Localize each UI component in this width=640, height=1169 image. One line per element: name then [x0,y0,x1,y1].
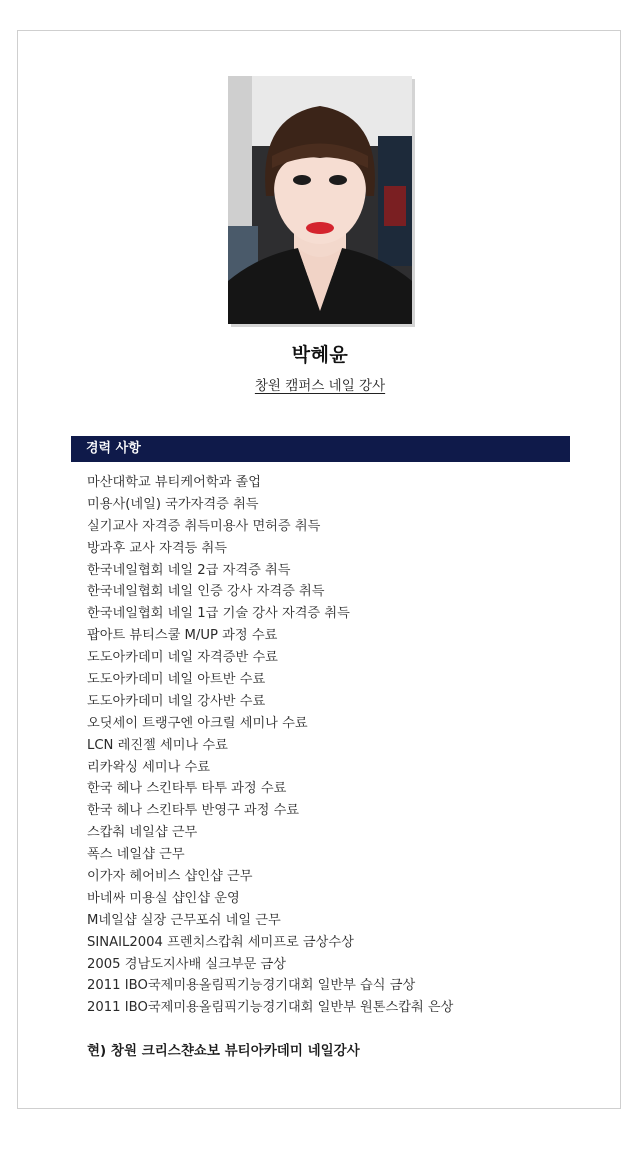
career-item: 오딧세이 트랭구엔 아크릴 세미나 수료 [87,715,308,731]
career-item: 한국네일협회 네일 인증 강사 자격증 취득 [87,584,325,600]
career-list [87,472,453,1019]
portrait-image [228,76,412,324]
career-section-header: 경력 사항 [71,436,570,462]
career-item: 도도아카데미 네일 자격증반 수료 [87,650,278,666]
career-item: 이가자 헤어비스 샵인샵 근무 [87,869,253,885]
career-item: 도도아카데미 네일 강사반 수료 [87,693,266,709]
career-item: 폭스 네일샵 근무 [87,847,185,863]
instructor-role-link[interactable]: 창원 캠퍼스 네일 강사 [254,378,386,394]
career-item: 도도아카데미 네일 아트반 수료 [87,672,266,688]
career-item: LCN 레진젤 세미나 수료 [87,737,228,753]
career-item: 한국네일협회 네일 1급 기술 강사 자격증 취득 [87,606,350,622]
career-item: 한국 헤나 스킨타투 반영구 과정 수료 [87,803,300,819]
career-item: 마산대학교 뷰티케어학과 졸업 [87,475,261,490]
instructor-role[interactable] [0,374,640,394]
career-item: 실기교사 자격증 취득미용사 면허증 취득 [87,518,321,534]
career-item: 리카왁싱 세미나 수료 [87,759,211,775]
profile-photo [228,76,412,324]
career-item: 2011 IBO국제미용올림픽기능경기대회 일반부 원톤스캅춰 은상 [87,1000,454,1016]
instructor-name: 박혜윤 [291,344,349,366]
career-item: 팝아트 뷰티스쿨 M/UP 과정 수료 [87,628,278,644]
current-position: 현) 창원 크리스챤쇼보 뷰티아카데미 네일강사 [87,1043,360,1059]
career-item: 2005 경남도지사배 실크부문 금상 [87,956,287,972]
career-item: 2011 IBO국제미용올림픽기능경기대회 일반부 습식 금상 [87,978,416,994]
career-item: 스캅춰 네일샵 근무 [87,825,198,841]
career-item: 한국 헤나 스킨타투 타투 과정 수료 [87,781,287,797]
career-item: 방과후 교사 자격등 취득 [87,540,227,556]
career-item: SINAIL2004 프렌치스캅춰 세미프로 금상수상 [87,934,354,950]
career-item: 미용사(네일) 국가자격증 취득 [87,496,259,512]
career-item: 한국네일협회 네일 2급 자격증 취득 [87,562,291,578]
career-item: M네일샵 실장 근무포쉬 네일 근무 [87,912,281,928]
career-item: 바네싸 미용실 샵인샵 운영 [87,890,240,906]
